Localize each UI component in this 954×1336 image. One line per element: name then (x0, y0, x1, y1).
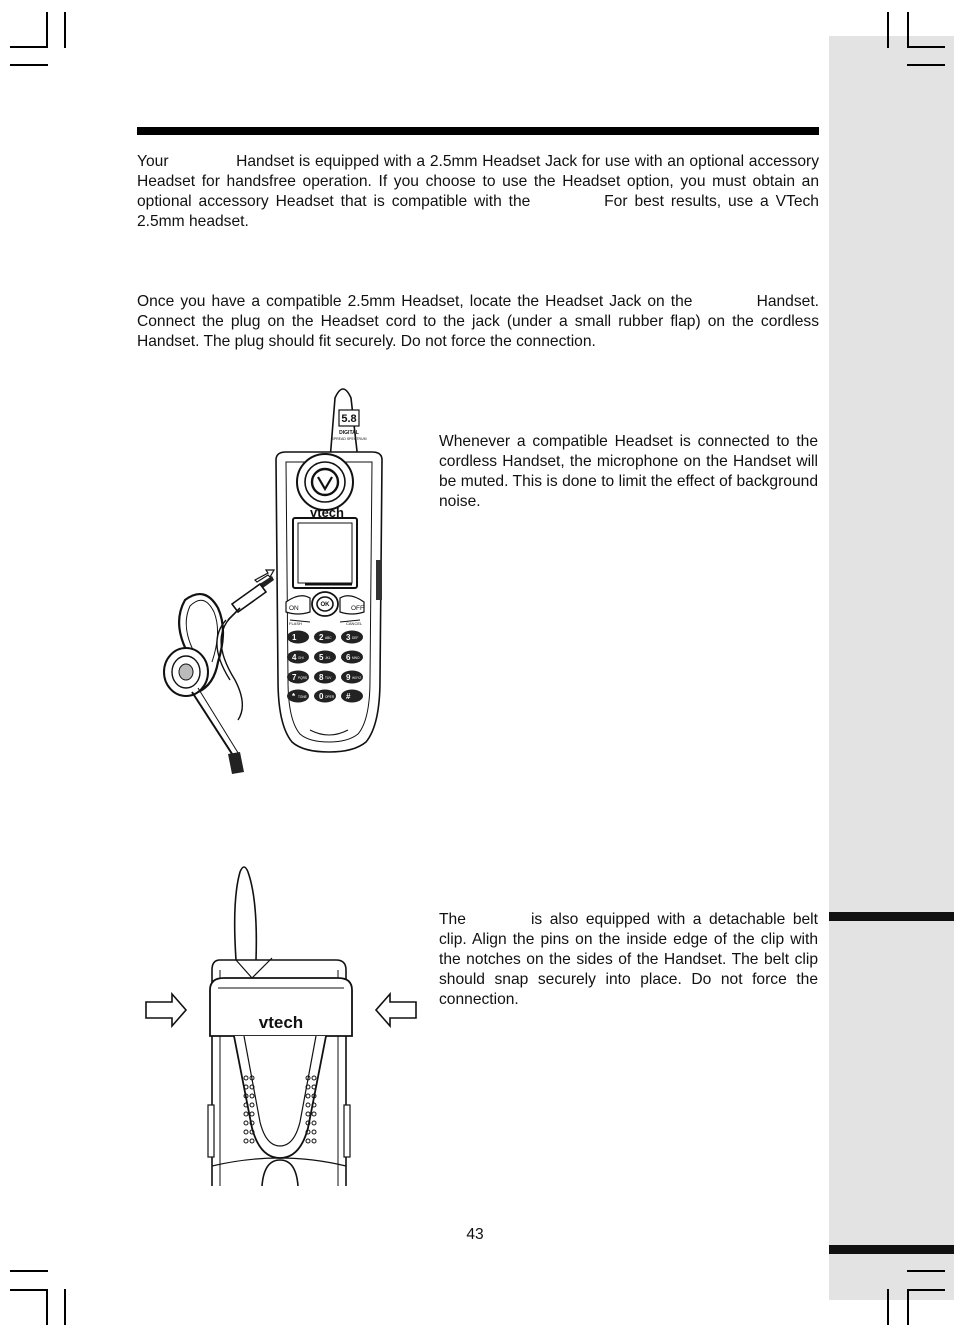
intro-part-2: Handset is equipped with a 2.5mm Headset Jack for use with an optional accessory Headset for handsfree operation. If you choose to use the Headset option, you must obtain an optional accessory Headset that is compatible with the (137, 153, 819, 210)
flash-key-label: FLASH (289, 621, 302, 626)
badge-text: DIGITAL (339, 430, 359, 436)
keypad-key (314, 690, 336, 703)
keypad-key (287, 690, 309, 703)
belt-clip-part-1: The (439, 911, 466, 928)
keypad-key-letters: TUV (325, 676, 332, 680)
keypad-key (314, 631, 336, 644)
keypad-key-letters: ABC (325, 636, 332, 640)
connect-paragraph (137, 292, 819, 352)
side-tab-band (829, 36, 954, 1300)
keypad-key-letters: OPER (325, 695, 335, 699)
belt-clip-part-2: is also equipped with a detachable belt clip. Align the pins on the inside edge of the clip with the notches on the sides of the Handset. The belt clip should snap securely into place. Do not force the connection. (439, 911, 818, 1008)
badge-number: 5.8 (341, 413, 357, 425)
keypad-key (341, 690, 363, 703)
keypad-key-letters: WXYZ (352, 676, 362, 680)
keypad-key (341, 651, 363, 664)
intro-paragraph (137, 152, 819, 232)
badge-subtext: SPREAD SPECTRUM (331, 437, 367, 441)
connect-part-1: Once you have a compatible 2.5mm Headset, locate the Headset Jack on the (137, 293, 693, 310)
keypad-key-letters: GHI (298, 656, 304, 660)
keypad-key (314, 671, 336, 684)
handset-with-headset-illustration (140, 380, 390, 780)
keypad-key-cap (287, 631, 309, 644)
page-number: 43 (466, 1226, 484, 1243)
belt-clip-illustration (140, 860, 430, 1190)
keypad-key-cap (341, 690, 363, 703)
on-key-label: ON (289, 605, 299, 612)
keypad-key-digit: 9 (346, 673, 351, 682)
keypad-key-letters: TONE (298, 695, 307, 699)
keypad-key-digit: 7 (292, 673, 297, 682)
side-tab-lower-bar (829, 1245, 954, 1254)
keypad-key (314, 651, 336, 664)
belt-clip-brand-logo: vtech (258, 1013, 304, 1032)
keypad-key (287, 651, 309, 664)
keypad-key-letters: DEF (352, 636, 359, 640)
keypad-key-letters: JKL (325, 656, 331, 660)
connect-part-2: Handset. Connect the plug on the Headset cord to the jack (under a small rubber flap) on the cordless Handset. The plug should fit securely. Do not force the connection. (137, 293, 819, 350)
belt-clip-paragraph (439, 910, 818, 1010)
keypad-key-digit: 4 (292, 653, 297, 662)
intro-part-3: For best results, use a VTech 2.5mm headset. (137, 193, 819, 230)
section-heading-rule (137, 127, 819, 135)
keypad-key-digit: 3 (346, 633, 351, 642)
keypad-key-digit: 8 (319, 673, 324, 682)
keypad-key-digit: 2 (319, 633, 324, 642)
off-key-label: OFF (351, 605, 364, 612)
keypad-key-letters: MNO (352, 656, 360, 660)
keypad-key-digit: * (292, 692, 296, 701)
keypad-key (287, 631, 309, 644)
keypad-key (341, 671, 363, 684)
side-tab-upper-bar (829, 912, 954, 921)
handset-brand-logo: vtech (310, 505, 344, 520)
ok-key-label: OK (320, 602, 330, 608)
keypad-key (341, 631, 363, 644)
keypad-key-digit: 5 (319, 653, 324, 662)
keypad-key-digit: # (346, 692, 351, 701)
keypad-key-digit: 6 (346, 653, 351, 662)
headset-muted-paragraph: Whenever a compatible Headset is connected to the cordless Handset, the microphone on the Handset will be muted. This is done to limit the effect of background noise. (439, 433, 818, 510)
cancel-key-label: CANCEL (346, 621, 363, 626)
intro-part-1: Your (137, 153, 169, 170)
keypad-key-digit: 1 (292, 633, 297, 642)
keypad-key-digit: 0 (319, 692, 324, 701)
keypad-key-letters: PQRS (298, 676, 308, 680)
keypad-key (287, 671, 309, 684)
